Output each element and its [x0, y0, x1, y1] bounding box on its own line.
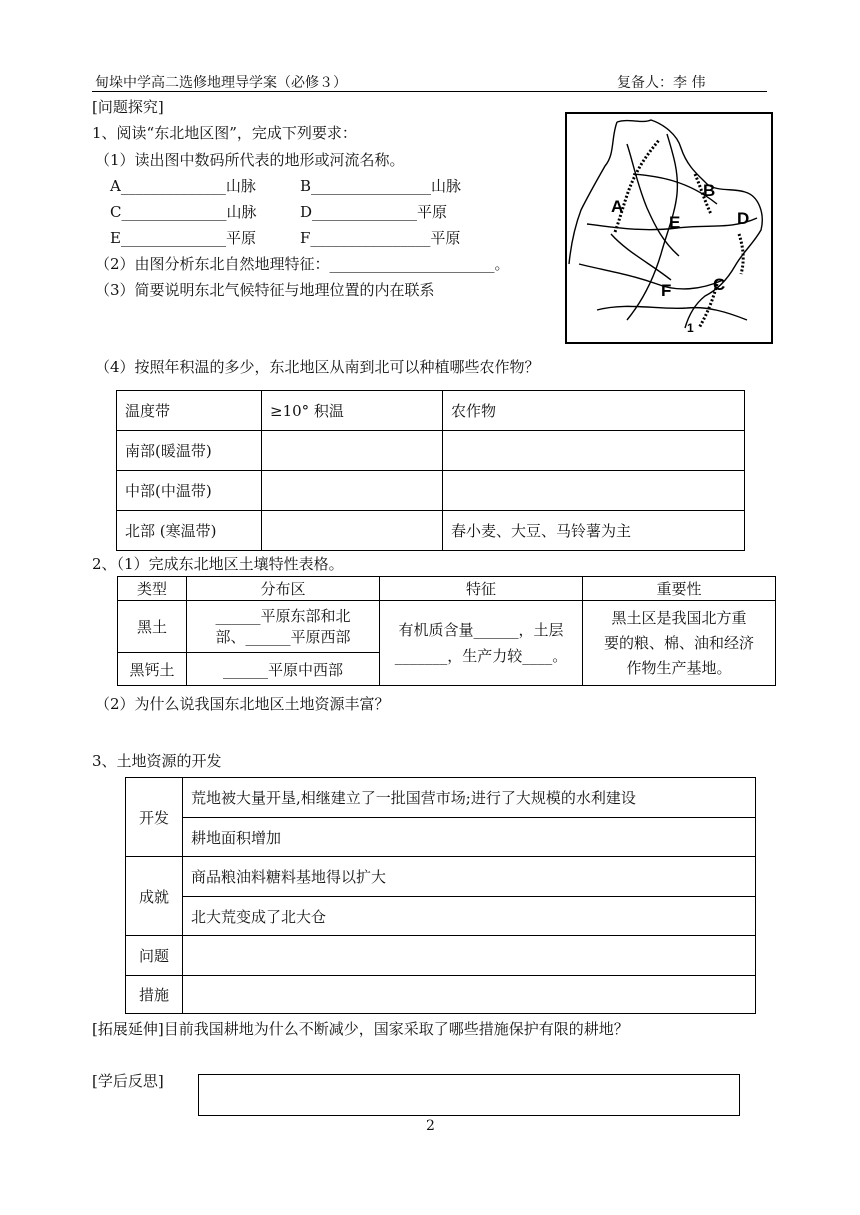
q3-title: 3、土地资源的开发	[92, 752, 222, 770]
table1-crop-south[interactable]	[443, 431, 745, 471]
blank-d: D______________平原	[300, 203, 448, 221]
importance-line3: 作物生产基地。	[626, 658, 732, 677]
blank-f: F________________平原	[300, 229, 461, 247]
table1-header-crop: 农作物	[443, 391, 745, 431]
problem-label: 问题	[126, 936, 183, 976]
feature-line1: 有机质含量______，土层	[398, 621, 564, 639]
map-label-d: D	[737, 209, 750, 228]
achievement-label: 成就	[126, 857, 183, 936]
measure-cell[interactable]	[183, 976, 756, 1014]
achievement-row-a: 商品粮油料糖料基地得以扩大	[183, 857, 756, 897]
q1-part3: （3）简要说明东北气候特征与地理位置的内在联系	[95, 281, 435, 299]
feature-line2: _______，生产力较____。	[394, 647, 568, 665]
importance-line2: 要的粮、棉、油和经济	[603, 633, 754, 652]
extend-question: [拓展延伸]目前我国耕地为什么不断减少，国家采取了哪些措施保护有限的耕地？	[92, 1020, 629, 1038]
table1-temp-middle[interactable]	[262, 471, 443, 511]
q1-part1: （1）读出图中数码所代表的地形或河流名称。	[95, 151, 405, 169]
table1-crop-north: 春小麦、大豆、马铃薯为主	[443, 511, 745, 551]
q2-title: 2、（1）完成东北地区土壤特性表格。	[92, 555, 344, 573]
header-right: 复备人：李 伟	[617, 75, 706, 91]
reflection-box[interactable]	[198, 1074, 740, 1116]
map-label-b: B	[703, 181, 716, 200]
achievement-row-b: 北大荒变成了北大仓	[183, 897, 756, 936]
section-title: [问题探究]	[92, 98, 164, 116]
q2-part2: （2）为什么说我国东北地区土地资源丰富？	[95, 695, 390, 713]
soil-importance	[583, 601, 776, 686]
accumulated-temperature-table	[116, 390, 745, 551]
problem-cell[interactable]	[183, 936, 756, 976]
soil-feature	[380, 601, 583, 686]
map-drawing	[567, 114, 771, 342]
northeast-map	[565, 112, 773, 344]
map-label-f: F	[661, 281, 672, 300]
map-label-a: A	[611, 197, 624, 216]
dev-row-a: 荒地被大量开垦,相继建立了一批国营市场;进行了大规模的水利建设	[183, 778, 756, 818]
soil-header-feature: 特征	[380, 577, 583, 601]
table1-header-zone: 温度带	[117, 391, 262, 431]
dist1-line2: 部、______平原西部	[215, 627, 351, 646]
importance-line1: 黑土区是我国北方重	[611, 608, 747, 627]
soil-header-distribution: 分布区	[187, 577, 380, 601]
soil-chernozem: 黑钙土	[118, 653, 187, 686]
soil-table	[117, 576, 776, 686]
map-label-e: E	[669, 213, 681, 232]
header-rule	[92, 91, 767, 92]
table1-zone-middle: 中部(中温带)	[117, 471, 262, 511]
land-development-table	[125, 777, 756, 1014]
dev-label: 开发	[126, 778, 183, 857]
blank-e: E______________平原	[110, 229, 256, 247]
page-number: 2	[426, 1118, 435, 1134]
table1-crop-middle[interactable]	[443, 471, 745, 511]
table1-temp-north[interactable]	[262, 511, 443, 551]
blank-a: A______________山脉	[110, 177, 256, 195]
table1-temp-south[interactable]	[262, 431, 443, 471]
table1-zone-south: 南部(暖温带)	[117, 431, 262, 471]
q1-title: 1、阅读“东北地区图”，完成下列要求：	[92, 124, 357, 142]
soil-chernozem-distribution: ______平原中西部	[187, 653, 380, 686]
q1-part4: （4）按照年积温的多少，东北地区从南到北可以种植哪些农作物？	[95, 358, 540, 376]
reflection-label: [学后反思]	[92, 1072, 164, 1090]
q1-part2: （2）由图分析东北自然地理特征：______________________。	[95, 255, 510, 273]
soil-header-importance: 重要性	[583, 577, 776, 601]
table1-zone-north: 北部 (寒温带)	[117, 511, 262, 551]
blank-b: B________________山脉	[300, 177, 462, 195]
soil-black-distribution	[187, 601, 380, 653]
measure-label: 措施	[126, 976, 183, 1014]
table1-header-temp: ≥10° 积温	[262, 391, 443, 431]
map-label-c: C	[713, 275, 726, 294]
soil-header-type: 类型	[118, 577, 187, 601]
map-label-1: 1	[687, 321, 694, 335]
blank-c: C______________山脉	[110, 203, 257, 221]
dev-row-b: 耕地面积增加	[183, 818, 756, 857]
dist1-line1: ______平原东部和北	[215, 606, 351, 625]
header-left: 甸垛中学高二选修地理导学案（必修３）	[95, 75, 347, 91]
soil-black: 黑土	[118, 601, 187, 653]
